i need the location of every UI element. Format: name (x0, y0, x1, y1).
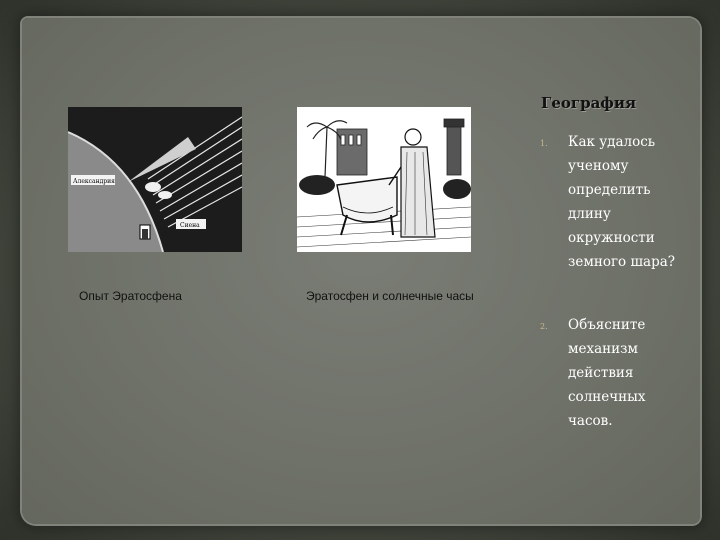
question-text: Объясните механизм действия солнечных часов. (568, 317, 646, 429)
eratosthenes-sundial-image (297, 107, 471, 252)
figure-caption-sundial: Эратосфен и солнечные часы (306, 289, 474, 303)
label-alexandria: Александрия (73, 178, 115, 185)
question-text: Как удалось ученому определить длину окружности земного шара? (568, 134, 675, 270)
slide-title: География (541, 94, 637, 112)
question-number: 1. (540, 139, 548, 148)
label-syene: Сиена (180, 222, 200, 229)
question-number: 2. (540, 322, 548, 331)
figure-caption-experiment: Опыт Эратосфена (79, 289, 182, 303)
eratosthenes-experiment-image (68, 107, 242, 252)
question-item (540, 130, 690, 274)
question-item (540, 313, 690, 433)
